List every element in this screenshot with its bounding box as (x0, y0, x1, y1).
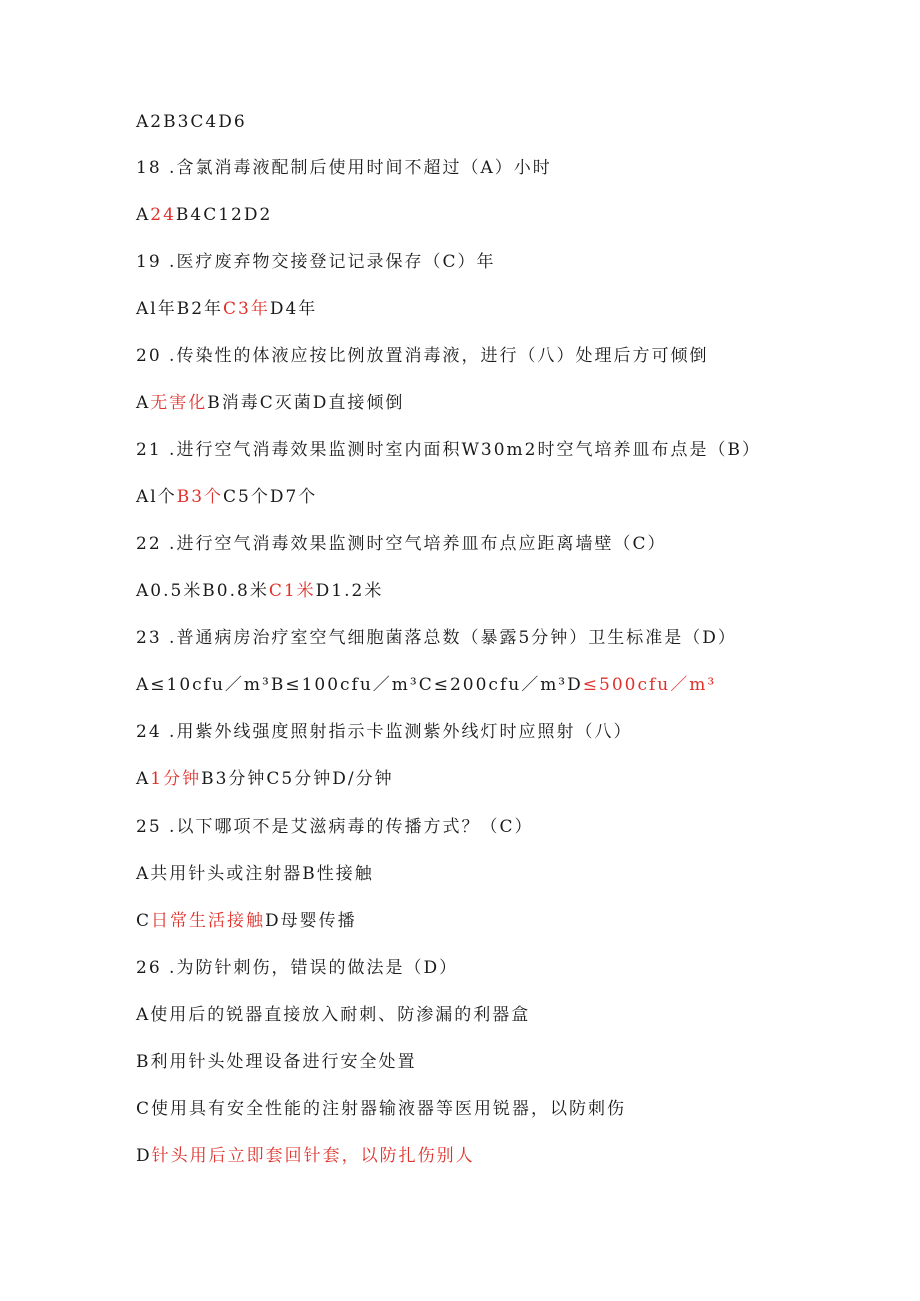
q18-question: 18 .含氯消毒液配制后使用时间不超过（A）小时 (136, 158, 552, 178)
q19-question: 19 .医疗废弃物交接登记记录保存（C）年 (136, 252, 496, 272)
q19-options: Al年B2年C3年D4年 (136, 299, 318, 319)
q22-options: A0.5米B0.8米C1米D1.2米 (136, 581, 384, 601)
q24-options: A1分钟B3分钟C5分钟D/分钟 (136, 769, 394, 789)
q26-option-d: D针头用后立即套回针套，以防扎伤别人 (136, 1146, 475, 1166)
q26-option-c: C使用具有安全性能的注射器输液器等医用锐器，以防刺伤 (136, 1099, 627, 1119)
q26-question: 26 .为防针刺伤，错误的做法是（D） (136, 958, 459, 978)
q25-options-line-1: A共用针头或注射器B性接触 (136, 864, 374, 884)
q25-question: 25 .以下哪项不是艾滋病毒的传播方式？（C） (136, 817, 534, 837)
q21-options: Al个B3个C5个D7个 (136, 487, 318, 507)
q20-question: 20 .传染性的体液应按比例放置消毒液，进行（八）处理后方可倾倒 (136, 346, 709, 366)
q22-question: 22 .进行空气消毒效果监测时空气培养皿布点应距离墙壁（C） (136, 534, 667, 554)
q23-options: A≤10cfu／m³B≤100cfu／m³C≤200cfu／m³D≤500cfu／m³ (136, 675, 717, 695)
q20-options: A无害化B消毒C灭菌D直接倾倒 (136, 393, 405, 413)
q17-options: A2B3C4D6 (136, 112, 247, 132)
q18-options: A24B4C12D2 (136, 205, 273, 225)
q25-options-line-2: C日常生活接触D母婴传播 (136, 911, 357, 931)
q26-option-a: A使用后的锐器直接放入耐刺、防渗漏的利器盒 (136, 1005, 531, 1025)
q26-option-b: B利用针头处理设备进行安全处置 (136, 1052, 417, 1072)
q21-question: 21 .进行空气消毒效果监测时室内面积W30m2时空气培养皿布点是（B） (136, 440, 761, 460)
q24-question: 24 .用紫外线强度照射指示卡监测紫外线灯时应照射（八） (136, 722, 633, 742)
q23-question: 23 .普通病房治疗室空气细胞菌落总数（暴露5分钟）卫生标准是（D） (136, 628, 737, 648)
